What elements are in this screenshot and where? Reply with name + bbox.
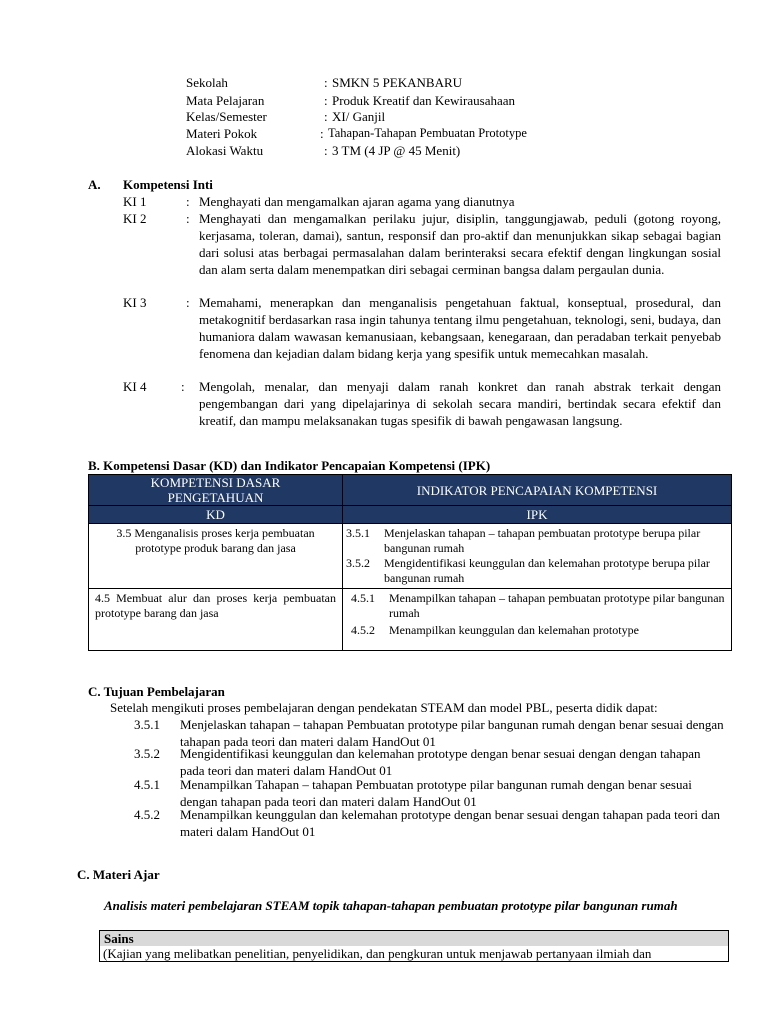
identity-value: 3 TM (4 JP @ 45 Menit) xyxy=(332,143,461,158)
identity-label: Alokasi Waktu xyxy=(186,143,264,158)
ki-colon: : xyxy=(181,379,185,394)
section-materi-title: C. Materi Ajar xyxy=(77,867,160,882)
ki-colon: : xyxy=(186,211,190,226)
ipk-item xyxy=(346,526,725,556)
table-header-kd: KOMPETENSI DASAR PENGETAHUAN xyxy=(89,475,343,506)
identity-value: Produk Kreatif dan Kewirausahaan xyxy=(332,93,516,108)
objective-number: 4.5.2 xyxy=(134,807,160,822)
ipk-number: 4.5.1 xyxy=(351,591,375,605)
table-row xyxy=(89,589,732,651)
kd-ipk-table xyxy=(88,474,732,651)
objective-text: Mengidentifikasi keunggulan dan kelemahan prototype dengan benar sesuai dengan dengan tahapan pada teori dan materi dalam HandOut 01 xyxy=(180,746,701,778)
identity-label: Sekolah xyxy=(186,75,228,90)
ipk-item xyxy=(351,591,725,621)
materi-subtitle: Analisis materi pembelajaran STEAM topik tahapan-tahapan pembuatan prototype pilar bangunan rumah xyxy=(104,898,678,913)
section-a-letter: A. xyxy=(88,177,101,192)
ki-colon: : xyxy=(186,194,190,209)
table-row xyxy=(89,524,732,589)
identity-value: XI/ Ganjil xyxy=(332,109,386,124)
ki-text: Memahami, menerapkan dan menganalisis pengetahuan faktual, konseptual, prosedural, dan metakognitif berdasarkan rasa ingin tahunya tentang ilmu pengetahuan, teknologi, seni, budaya, dan humaniora dalam wawasan kemanusiaan, kebangsaan, kenegaraan, dan peradaban terkait penyebab fenomena dan kejadian dalam bidang kerja yang spesifik untuk memecahkan masalah. xyxy=(199,295,721,361)
kd-cell xyxy=(89,524,343,589)
section-a-title: Kompetensi Inti xyxy=(123,177,213,192)
identity-colon: : xyxy=(320,126,324,141)
identity-colon: : xyxy=(324,143,328,158)
ki-colon: : xyxy=(186,295,190,310)
table-subheader-ipk: IPK xyxy=(343,506,732,524)
ki-text: Menghayati dan mengamalkan perilaku jujur, disiplin, tanggungjawab, peduli (gotong royong, kerjasama, toleran, damai), santun, responsif dan pro-aktif dan menunjukkan sikap sebagai bagian dari solusi atas berbagai permasalahan dalam berinteraksi secara efektif dengan lingkungan sosial dan alam serta dalam menempatkan diri sebagai cerminan bangsa dalam pergaulan dunia. xyxy=(199,211,721,277)
ki-code: KI 1 xyxy=(123,194,147,209)
ipk-text: Menampilkan tahapan – tahapan pembuatan prototype pilar bangunan rumah xyxy=(389,591,725,620)
ipk-number: 4.5.2 xyxy=(351,623,375,637)
ipk-text: Menjelaskan tahapan – tahapan pembuatan prototype berupa pilar bangunan rumah xyxy=(384,526,701,555)
identity-value: SMKN 5 PEKANBARU xyxy=(332,75,463,90)
objective-number: 3.5.2 xyxy=(134,746,160,761)
ipk-cell xyxy=(343,524,732,589)
identity-colon: : xyxy=(324,93,328,108)
identity-label: Materi Pokok xyxy=(186,126,258,141)
ipk-text: Mengidentifikasi keunggulan dan kelemahan prototype berupa pilar bangunan rumah xyxy=(384,556,710,585)
objective-text: Menampilkan Tahapan – tahapan Pembuatan prototype pilar bangunan rumah dengan benar sesuai dengan tahapan pada teori dan materi dalam HandOut 01 xyxy=(180,777,692,809)
ki-code: KI 2 xyxy=(123,211,147,226)
objective-text: Menjelaskan tahapan – tahapan Pembuatan prototype pilar bangunan rumah dengan benar sesuai dengan tahapan pada teori dan materi dalam HandOut 01 xyxy=(180,717,724,749)
section-b-title: B. Kompetensi Dasar (KD) dan Indikator Pencapaian Kompetensi (IPK) xyxy=(88,458,491,473)
objective-text: Menampilkan keunggulan dan kelemahan prototype dengan benar sesuai dengan tahapan pada teori dan materi dalam HandOut 01 xyxy=(180,807,721,839)
objective-number: 3.5.1 xyxy=(134,717,160,732)
ipk-item xyxy=(351,623,725,638)
ki-text: Menghayati dan mengamalkan ajaran agama yang dianutnya xyxy=(199,194,515,209)
ipk-number: 3.5.2 xyxy=(346,556,370,570)
sains-description: (Kajian yang melibatkan penelitian, penyelidikan, dan pengkuran untuk menjawab pertanyaan ilmiah dan xyxy=(103,946,652,961)
objectives-intro: Setelah mengikuti proses pembelajaran dengan pendekatan STEAM dan model PBL, peserta didik dapat: xyxy=(110,700,658,715)
ipk-item xyxy=(346,556,725,586)
table-subheader-kd: KD xyxy=(89,506,343,524)
identity-value: Tahapan-Tahapan Pembuatan Prototype xyxy=(328,126,527,140)
identity-colon: : xyxy=(324,109,328,124)
objective-number: 4.5.1 xyxy=(134,777,160,792)
ki-code: KI 4 xyxy=(123,379,147,394)
ipk-cell xyxy=(343,589,732,651)
sains-box xyxy=(99,930,729,962)
section-c-title: C. Tujuan Pembelajaran xyxy=(88,684,225,699)
table-header-ipk: INDIKATOR PENCAPAIAN KOMPETENSI xyxy=(343,475,732,506)
identity-label: Kelas/Semester xyxy=(186,109,267,124)
kd-cell xyxy=(89,589,343,651)
ipk-text: Menampilkan keunggulan dan kelemahan prototype xyxy=(389,623,639,637)
kd-text: 4.5 Membuat alur dan proses kerja pembuatan prototype barang dan jasa xyxy=(95,591,336,620)
ki-code: KI 3 xyxy=(123,295,147,310)
ki-text: Mengolah, menalar, dan menyaji dalam ranah konkret dan ranah abstrak terkait dengan pengembangan dari yang dipelajarinya di sekolah secara mandiri, bertindak secara efektif dan kreatif, dan mampu melaksanakan tugas spesifik di bawah pengawasan langsung. xyxy=(199,379,721,428)
identity-label: Mata Pelajaran xyxy=(186,93,265,108)
identity-colon: : xyxy=(324,75,328,90)
kd-text: 3.5 Menganalisis proses kerja pembuatan prototype produk barang dan jasa xyxy=(116,526,315,555)
sains-label: Sains xyxy=(100,931,728,946)
ipk-number: 3.5.1 xyxy=(346,526,370,540)
